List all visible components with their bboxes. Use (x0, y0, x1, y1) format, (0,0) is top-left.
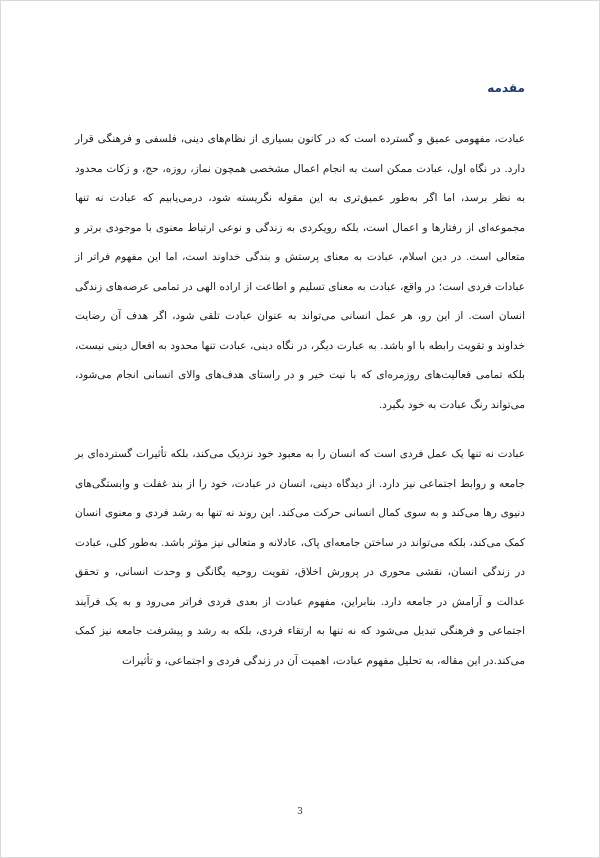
section-heading: مقدمه (487, 81, 525, 95)
paragraph-1: عبادت، مفهومی عمیق و گسترده است که در کانون بسیاری از نظام‌های دینی، فلسفی و فرهنگی قرار دارد. در نگاه اول، عبادت ممکن است به انجام اعمال مشخصی همچون نماز، روزه، حج، و زکات محدود به نظر برسد، اما اگر به‌طور عمیق‌تری به این مقوله نگریسته شود، درمی‌یابیم که عبادت نه تنها مجموعه‌ای از رفتارها و اعمال است، بلکه رویکردی به زندگی و نوعی ارتباط معنوی با موجودی برتر و متعالی است. در دین اسلام، عبادت به معنای پرستش و بندگی خداوند است، اما این مفهوم فراتر از عبادات فردی است؛ در واقع، عبادت به معنای تسلیم و اطاعت از اراده الهی در تمامی عرصه‌های زندگی انسان است. از این رو، هر عمل انسانی می‌تواند به عنوان عبادت تلقی شود، اگر هدف آن رضایت خداوند و تقویت رابطه با او باشد. به عبارت دیگر، در نگاه دینی، عبادت تنها محدود به افعال دینی نیست، بلکه تمامی فعالیت‌های روزمره‌ای که با نیت خیر و در راستای هدف‌های والای انسانی انجام می‌شود، می‌تواند رنگ عبادت به خود بگیرد. (75, 133, 525, 411)
paragraph-2: عبادت نه تنها یک عمل فردی است که انسان را به معبود خود نزدیک می‌کند، بلکه تأثیرات گسترده‌ای بر جامعه و روابط اجتماعی نیز دارد. از دیدگاه دینی، انسان در عبادت، خود را از بند غفلت و وابستگی‌های دنیوی رها می‌کند و به سوی کمال انسانی حرکت می‌کند. این روند نه تنها به رشد فردی و معنوی انسان کمک می‌کند، بلکه می‌تواند در ساختن جامعه‌ای پاک، عادلانه و متعالی نیز مؤثر باشد. به‌طور کلی، عبادت در زندگی انسان، نقشی محوری در پرورش اخلاق، تقویت روحیه یگانگی و وحدت انسانی، و تحقق عدالت و آرامش در جامعه دارد. بنابراین، مفهوم عبادت از بعدی فردی فراتر می‌رود و به یک فرآیند اجتماعی و فرهنگی تبدیل می‌شود که نه تنها به ارتقاء فردی، بلکه به رشد و پیشرفت جامعه نیز کمک می‌کند.در این مقاله، به تحلیل مفهوم عبادت، اهمیت آن در زندگی فردی و اجتماعی، و تأثیرات (75, 448, 525, 667)
page-number: 3 (297, 807, 303, 817)
document-body (75, 81, 525, 676)
